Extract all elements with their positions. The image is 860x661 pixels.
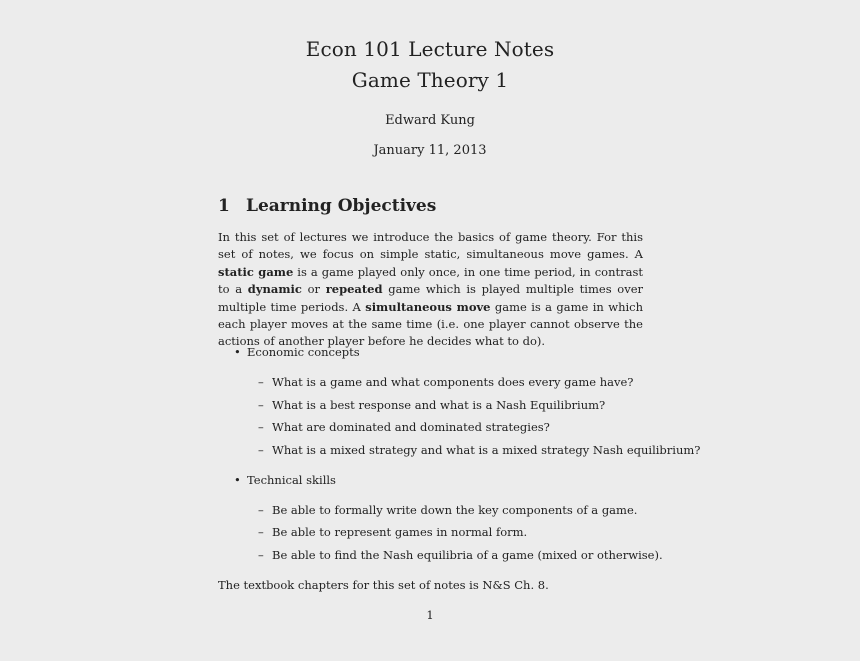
section-title: Learning Objectives bbox=[246, 196, 437, 216]
term-static-game: static game bbox=[218, 264, 294, 279]
sub-item-text: Be able to formally write down the key components of a game. bbox=[272, 503, 638, 517]
document-date: January 11, 2013 bbox=[373, 143, 487, 158]
intro-text: is a game played only once, in one time period, in contrast to a bbox=[218, 264, 643, 297]
bullet-icon: • bbox=[234, 345, 241, 359]
document-subtitle: Game Theory 1 bbox=[351, 68, 509, 92]
sub-item bbox=[258, 375, 633, 389]
intro-text: game which is played multiple times over multiple time periods. A bbox=[218, 282, 644, 314]
sub-item bbox=[258, 503, 637, 517]
author-name: Edward Kung bbox=[385, 113, 475, 128]
sub-item bbox=[258, 525, 527, 539]
section-number: 1 bbox=[218, 196, 230, 216]
bullet-economic-concepts bbox=[234, 345, 360, 359]
document-title: Econ 101 Lecture Notes bbox=[305, 37, 555, 61]
bullet-icon: • bbox=[234, 473, 241, 487]
bullet-label: Technical skills bbox=[247, 473, 336, 487]
sub-item-text: What is a mixed strategy and what is a mixed strategy Nash equilibrium? bbox=[272, 443, 701, 457]
sub-item bbox=[258, 420, 550, 434]
dash-icon: – bbox=[258, 443, 264, 457]
bullet-label: Economic concepts bbox=[247, 345, 360, 359]
dash-icon: – bbox=[258, 503, 264, 517]
section-heading bbox=[218, 196, 436, 216]
sub-item-text: What is a game and what components does every game have? bbox=[272, 375, 634, 389]
intro-text: game is a game in which each player moves at the same time (i.e. one player cannot observe the actions of another player before he decides what to do). bbox=[218, 299, 644, 349]
intro-text: or bbox=[301, 282, 326, 297]
sub-item-text: What is a best response and what is a Nash Equilibrium? bbox=[272, 398, 606, 412]
dash-icon: – bbox=[258, 548, 264, 562]
sub-item-text: Be able to represent games in normal form. bbox=[272, 525, 528, 539]
sub-item bbox=[258, 548, 663, 562]
dash-icon: – bbox=[258, 375, 264, 389]
sub-item bbox=[258, 443, 700, 457]
intro-text: In this set of lectures we introduce the basics of game theory. For this set of notes, we focus on simple static, simultaneous move games. A bbox=[218, 230, 643, 262]
dash-icon: – bbox=[258, 525, 264, 539]
term-repeated: repeated bbox=[325, 282, 383, 297]
sub-item-text: What are dominated and dominated strategies? bbox=[272, 420, 550, 434]
term-simultaneous-move: simultaneous move bbox=[365, 299, 491, 314]
sub-item bbox=[258, 398, 605, 412]
sub-item-text: Be able to find the Nash equilibria of a game (mixed or otherwise). bbox=[272, 548, 663, 562]
dash-icon: – bbox=[258, 420, 264, 434]
page-number: 1 bbox=[426, 608, 434, 622]
term-dynamic: dynamic bbox=[247, 282, 302, 297]
closing-sentence: The textbook chapters for this set of notes is N&S Ch. 8. bbox=[218, 578, 549, 592]
bullet-technical-skills bbox=[234, 473, 336, 487]
intro-paragraph bbox=[218, 229, 643, 351]
dash-icon: – bbox=[258, 398, 264, 412]
